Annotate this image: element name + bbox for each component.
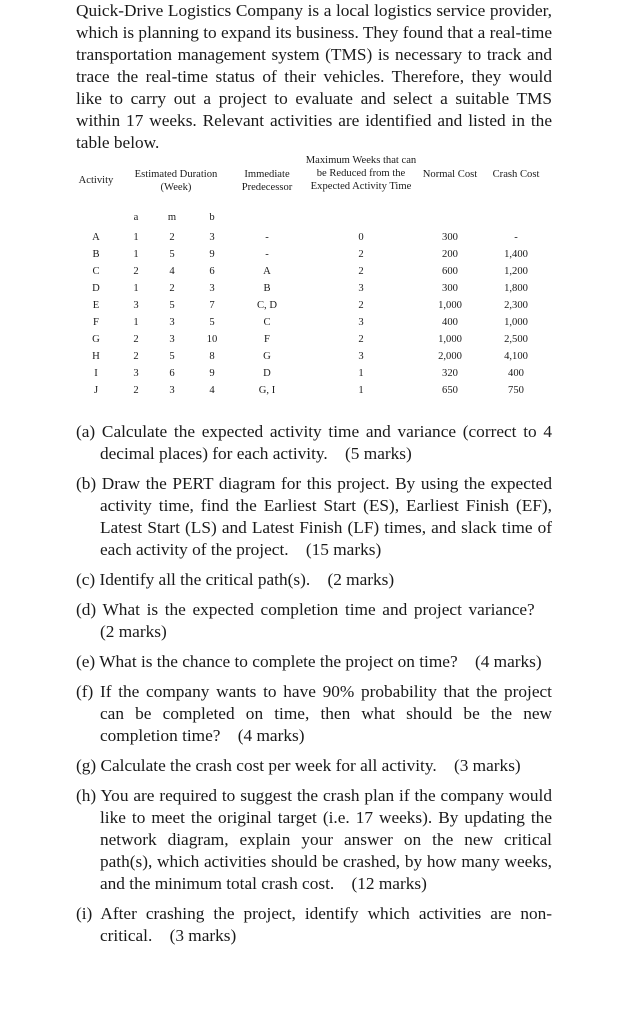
cell-m: 5 bbox=[169, 249, 175, 260]
question-item bbox=[76, 473, 552, 561]
cell-a: 1 bbox=[133, 317, 139, 328]
table-row bbox=[72, 280, 552, 297]
question-label: (f) bbox=[76, 682, 94, 701]
table-row bbox=[72, 348, 552, 365]
cell-pred: C bbox=[263, 317, 271, 328]
question-text: Calculate the expected activity time and variance (correct to 4 decimal places) for each activity. bbox=[100, 422, 552, 463]
question-marks: (2 marks) bbox=[100, 622, 167, 641]
cell-activity: E bbox=[92, 300, 100, 311]
cell-a: 1 bbox=[133, 232, 139, 243]
subheader-m: m bbox=[167, 212, 177, 223]
question-marks: (2 marks) bbox=[327, 570, 395, 589]
header-crash-cost: Crash Cost bbox=[492, 169, 540, 180]
cell-m: 4 bbox=[169, 266, 175, 277]
question-text: If the company wants to have 90% probability that the project can be completed on time, then what should be the new completion time? bbox=[99, 682, 552, 745]
question-item bbox=[76, 569, 552, 591]
cell-b: 7 bbox=[209, 300, 215, 311]
table-row bbox=[72, 365, 552, 382]
question-marks: (3 marks) bbox=[169, 926, 237, 945]
cell-crash: 2,300 bbox=[504, 300, 528, 311]
cell-max: 1 bbox=[358, 385, 364, 396]
cell-activity: F bbox=[93, 317, 99, 328]
header-normal-cost: Normal Cost bbox=[422, 169, 478, 180]
cell-crash: 2,500 bbox=[504, 334, 528, 345]
cell-normal: 400 bbox=[442, 317, 458, 328]
question-item bbox=[76, 421, 552, 465]
table-row bbox=[72, 331, 552, 348]
question-label: (d) bbox=[76, 600, 97, 619]
cell-b: 9 bbox=[209, 368, 215, 379]
question-text: Draw the PERT diagram for this project. By using the expected activity time, find the Earliest Start (ES), Earliest Finish (EF), Latest Start (LS) and Latest Finish (LF) times, and slack time of each activity of the project. bbox=[100, 474, 552, 559]
cell-activity: G bbox=[92, 334, 100, 345]
cell-max: 0 bbox=[358, 232, 364, 243]
cell-pred: A bbox=[263, 266, 271, 277]
cell-m: 2 bbox=[169, 232, 175, 243]
question-label: (c) bbox=[76, 570, 96, 589]
question-label: (e) bbox=[76, 652, 96, 671]
cell-pred: G, I bbox=[258, 385, 276, 396]
table-row bbox=[72, 314, 552, 331]
activity-table bbox=[72, 154, 552, 399]
question-item bbox=[76, 599, 552, 643]
cell-b: 8 bbox=[209, 351, 215, 362]
question-text: After crashing the project, identify which activities are non-critical. bbox=[100, 904, 552, 945]
cell-max: 2 bbox=[358, 249, 364, 260]
cell-m: 5 bbox=[169, 300, 175, 311]
cell-m: 3 bbox=[169, 317, 175, 328]
cell-max: 2 bbox=[358, 334, 364, 345]
cell-crash: - bbox=[514, 232, 518, 243]
table-row bbox=[72, 382, 552, 399]
cell-crash: 4,100 bbox=[504, 351, 528, 362]
question-text: What is the expected completion time and project variance? bbox=[102, 600, 535, 619]
cell-crash: 750 bbox=[508, 385, 524, 396]
cell-m: 6 bbox=[169, 368, 175, 379]
question-item bbox=[76, 651, 552, 673]
question-text: What is the chance to complete the project on time? bbox=[99, 652, 458, 671]
cell-a: 1 bbox=[133, 283, 139, 294]
question-marks: (4 marks) bbox=[237, 726, 305, 745]
question-label: (a) bbox=[76, 422, 96, 441]
cell-normal: 200 bbox=[442, 249, 458, 260]
question-list bbox=[76, 421, 552, 955]
cell-normal: 1,000 bbox=[438, 334, 462, 345]
cell-crash: 400 bbox=[508, 368, 524, 379]
cell-normal: 1,000 bbox=[438, 300, 462, 311]
cell-max: 3 bbox=[358, 317, 364, 328]
cell-max: 1 bbox=[358, 368, 364, 379]
cell-b: 9 bbox=[209, 249, 215, 260]
cell-activity: H bbox=[92, 351, 100, 362]
table-row bbox=[72, 229, 552, 246]
question-text: Identify all the critical path(s). bbox=[99, 570, 311, 589]
cell-normal: 320 bbox=[442, 368, 458, 379]
header-predecessor: Immediate Predecessor bbox=[241, 169, 293, 193]
cell-activity: B bbox=[92, 249, 100, 260]
question-item bbox=[76, 903, 552, 947]
question-text: Calculate the crash cost per week for all activity. bbox=[100, 756, 437, 775]
cell-a: 1 bbox=[133, 249, 139, 260]
subheader-a: a bbox=[133, 212, 139, 223]
cell-crash: 1,400 bbox=[504, 249, 528, 260]
cell-a: 3 bbox=[133, 300, 139, 311]
cell-pred: - bbox=[265, 232, 269, 243]
cell-normal: 650 bbox=[442, 385, 458, 396]
question-label: (g) bbox=[76, 756, 97, 775]
cell-max: 3 bbox=[358, 283, 364, 294]
cell-pred: F bbox=[264, 334, 270, 345]
question-item bbox=[76, 755, 552, 777]
cell-normal: 600 bbox=[442, 266, 458, 277]
cell-pred: B bbox=[263, 283, 271, 294]
cell-pred: D bbox=[263, 368, 271, 379]
cell-activity: J bbox=[93, 385, 99, 396]
cell-m: 2 bbox=[169, 283, 175, 294]
question-label: (h) bbox=[76, 786, 97, 805]
question-label: (b) bbox=[76, 474, 97, 493]
cell-activity: A bbox=[92, 232, 100, 243]
cell-normal: 2,000 bbox=[438, 351, 462, 362]
cell-b: 4 bbox=[209, 385, 215, 396]
table-row bbox=[72, 263, 552, 280]
table-row bbox=[72, 297, 552, 314]
header-activity: Activity bbox=[78, 175, 114, 186]
cell-max: 2 bbox=[358, 300, 364, 311]
question-marks: (5 marks) bbox=[345, 444, 412, 463]
question-marks: (12 marks) bbox=[351, 874, 427, 893]
cell-b: 3 bbox=[209, 283, 215, 294]
cell-crash: 1,200 bbox=[504, 266, 528, 277]
question-item bbox=[76, 681, 552, 747]
subheader-b: b bbox=[209, 212, 215, 223]
cell-m: 3 bbox=[169, 334, 175, 345]
cell-m: 3 bbox=[169, 385, 175, 396]
cell-pred: C, D bbox=[256, 300, 277, 311]
cell-a: 3 bbox=[133, 368, 139, 379]
header-max-reduce: Maximum Weeks that can be Reduced from the Expected Activity Time bbox=[305, 155, 417, 192]
cell-activity: I bbox=[94, 368, 98, 379]
cell-max: 2 bbox=[358, 266, 364, 277]
cell-a: 2 bbox=[133, 266, 139, 277]
cell-a: 2 bbox=[133, 351, 139, 362]
cell-b: 6 bbox=[209, 266, 215, 277]
cell-normal: 300 bbox=[442, 283, 458, 294]
cell-b: 5 bbox=[209, 317, 215, 328]
question-label: (i) bbox=[76, 904, 93, 923]
question-text: You are required to suggest the crash plan if the company would like to meet the original target (i.e. 17 weeks). By updating the network diagram, explain your answer on the new critical path(s), which activities should be crashed, by how many weeks, and the minimum total crash cost. bbox=[100, 786, 552, 893]
cell-activity: C bbox=[92, 266, 100, 277]
question-marks: (4 marks) bbox=[474, 652, 542, 671]
header-duration: Estimated Duration (Week) bbox=[134, 169, 218, 193]
cell-b: 3 bbox=[209, 232, 215, 243]
cell-crash: 1,000 bbox=[504, 317, 528, 328]
cell-pred: - bbox=[265, 249, 269, 260]
table-row bbox=[72, 246, 552, 263]
cell-normal: 300 bbox=[442, 232, 458, 243]
cell-max: 3 bbox=[358, 351, 364, 362]
cell-b: 10 bbox=[206, 334, 218, 345]
question-marks: (3 marks) bbox=[453, 756, 521, 775]
intro-paragraph: Quick-Drive Logistics Company is a local logistics service provider, which is planning to expand its business. They found that a real-time transportation management system (TMS) is necessary to track and trace the real-time status of their vehicles. Therefore, they would like to carry out a project to evaluate and select a suitable TMS within 17 weeks. Relevant activities are identified and listed in the table below. bbox=[76, 1, 552, 152]
cell-pred: G bbox=[263, 351, 271, 362]
cell-m: 5 bbox=[169, 351, 175, 362]
cell-a: 2 bbox=[133, 334, 139, 345]
question-marks: (15 marks) bbox=[305, 540, 382, 559]
cell-crash: 1,800 bbox=[504, 283, 528, 294]
cell-activity: D bbox=[92, 283, 100, 294]
cell-a: 2 bbox=[133, 385, 139, 396]
question-item bbox=[76, 785, 552, 895]
